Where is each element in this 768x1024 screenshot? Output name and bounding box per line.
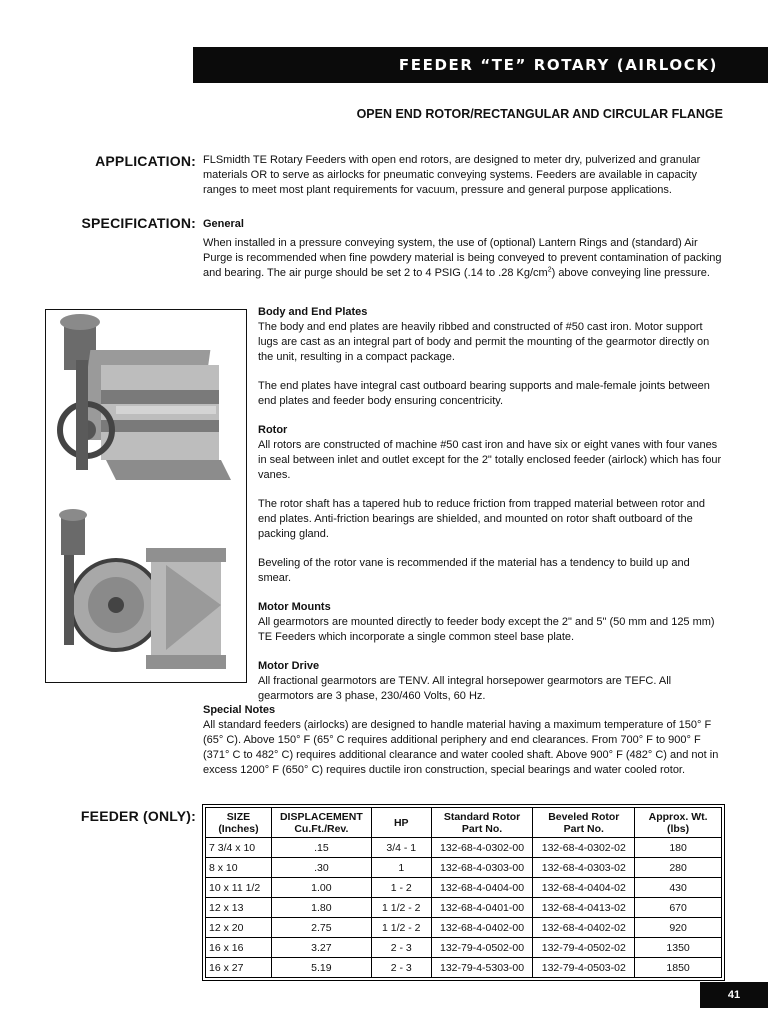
- table-cell: 16 x 16: [206, 938, 272, 958]
- table-cell: 132-68-4-0413-02: [533, 898, 635, 918]
- table-row: [206, 858, 722, 878]
- page-title: FEEDER “TE” ROTARY (AIRLOCK): [398, 56, 718, 74]
- rotor-paragraph-3: Beveling of the rotor vane is recommended if the material has a tendency to build up and smear.: [258, 557, 690, 584]
- table-cell: 12 x 13: [206, 898, 272, 918]
- table-cell: 2 - 3: [371, 958, 431, 978]
- table-cell: 1: [371, 858, 431, 878]
- application-text: FLSmidth TE Rotary Feeders with open end rotors, are designed to meter dry, pulverized and granular materials OR to serve as airlocks for pneumatic conveying systems. Feeders are available in capacity ranges to meet most plant requirements for vacuum, pressure and general purpose applications.: [203, 154, 701, 196]
- table-cell: 1 - 2: [371, 878, 431, 898]
- header-line: Approx. Wt.: [648, 810, 708, 823]
- body-end-plates-heading: Body and End Plates: [258, 306, 368, 318]
- table-cell: 2.75: [271, 918, 371, 938]
- table-header-cell: [271, 808, 371, 838]
- page-subtitle: OPEN END ROTOR/RECTANGULAR AND CIRCULAR FLANGE: [356, 107, 723, 121]
- body-rotor-motor-sections: [258, 305, 724, 718]
- feeder-only-label: FEEDER (ONLY):: [80, 808, 196, 824]
- application-label: APPLICATION:: [95, 153, 196, 169]
- table-cell: 12 x 20: [206, 918, 272, 938]
- table-cell: 10 x 11 1/2: [206, 878, 272, 898]
- table-row: [206, 938, 722, 958]
- feeder-table: [205, 807, 722, 978]
- special-notes-text: All standard feeders (airlocks) are designed to handle material having a maximum temperature of 150° F (65° C). Above 150° F (65° C requires additional periphery and end clearances. From 700° F to 900° F (371° C to 482° C) requires additional clearance and water cooled shaft. Above 900° F (482° C) and not in excess 1200° F (650° C) requires ductile iron construction, special bearings and water cooled rotor.: [203, 719, 719, 776]
- page-number: 41: [700, 982, 768, 1008]
- rotor-paragraph-1: All rotors are constructed of machine #50 cast iron and have six or eight vanes with four vanes in seal between inlet and outlet except for the 2" totally enclosed feeder (airlock) which has four vanes.: [258, 439, 722, 481]
- feeder-photo-bottom: [59, 509, 226, 669]
- table-header-cell: [635, 808, 722, 838]
- table-cell: 670: [635, 898, 722, 918]
- table-cell: 280: [635, 858, 722, 878]
- header-line: Beveled Rotor: [548, 810, 620, 823]
- table-cell: 132-79-4-0503-02: [533, 958, 635, 978]
- page-title-bar: [193, 47, 768, 83]
- general-text: When installed in a pressure conveying system, the use of (optional) Lantern Rings and (standard) Air Purge is recommended when fine powdery material is being conveyed to prevent contamination of packing and bearing. The air purge should be set 2 to 4 PSIG (.14 to .28 $Kg/cm^2$) above conveying line pressure.: [203, 237, 722, 279]
- motor-drive-heading: Motor Drive: [258, 660, 320, 672]
- table-cell: 1.80: [271, 898, 371, 918]
- header-line: Cu.Ft./Rev.: [294, 822, 349, 835]
- table-cell: 132-68-4-0402-02: [533, 918, 635, 938]
- table-header-cell: [533, 808, 635, 838]
- table-cell: 16 x 27: [206, 958, 272, 978]
- table-cell: 132-68-4-0404-00: [431, 878, 533, 898]
- table-cell: 7 3/4 x 10: [206, 838, 272, 858]
- table-cell: 132-79-4-0502-00: [431, 938, 533, 958]
- header-line: Part No.: [563, 822, 604, 835]
- table-cell: 430: [635, 878, 722, 898]
- general-heading: General: [203, 218, 244, 230]
- body-paragraph-2: The end plates have integral cast outboard bearing supports and male-female joints between end plates and feeder body ensuring concentricity.: [258, 380, 710, 407]
- table-row: [206, 878, 722, 898]
- motor-mounts-heading: Motor Mounts: [258, 601, 331, 613]
- table-cell: .30: [271, 858, 371, 878]
- table-cell: 132-68-4-0303-00: [431, 858, 533, 878]
- table-cell: 132-68-4-0402-00: [431, 918, 533, 938]
- table-cell: 132-79-4-0502-02: [533, 938, 635, 958]
- table-row: [206, 918, 722, 938]
- table-header-cell: [371, 808, 431, 838]
- table-row: [206, 838, 722, 858]
- special-notes-heading: Special Notes: [203, 704, 276, 716]
- table-cell: 8 x 10: [206, 858, 272, 878]
- table-header-row: [206, 808, 722, 838]
- special-notes-section: [203, 703, 725, 778]
- header-line: (lbs): [666, 822, 690, 835]
- table-cell: 3.27: [271, 938, 371, 958]
- table-cell: 180: [635, 838, 722, 858]
- table-cell: 920: [635, 918, 722, 938]
- header-line: (Inches): [218, 822, 259, 835]
- feeder-photos: [45, 309, 247, 683]
- table-cell: 1.00: [271, 878, 371, 898]
- table-cell: 132-68-4-0303-02: [533, 858, 635, 878]
- rotor-heading: Rotor: [258, 424, 288, 436]
- motor-drive-text: All fractional gearmotors are TENV. All integral horsepower gearmotors are TEFC. All gearmotors are 3 phase, 230/460 Volts, 60 Hz.: [258, 675, 672, 702]
- table-body: [206, 838, 722, 978]
- table-header-cell: [206, 808, 272, 838]
- table-cell: 1850: [635, 958, 722, 978]
- table-row: [206, 898, 722, 918]
- rotary-feeder-illustration: [46, 310, 246, 682]
- feeder-photo-top: [60, 314, 231, 480]
- motor-mounts-text: All gearmotors are mounted directly to feeder body except the 2" and 5" (50 mm and 125 mm) TE Feeders which incorporate a single common steel base plate.: [258, 616, 715, 643]
- header-line: Part No.: [461, 822, 503, 835]
- table-row: [206, 958, 722, 978]
- table-cell: 5.19: [271, 958, 371, 978]
- header-line: HP: [393, 816, 409, 829]
- table-cell: 132-68-4-0302-02: [533, 838, 635, 858]
- table-cell: .15: [271, 838, 371, 858]
- header-line: DISPLACEMENT: [279, 810, 363, 823]
- general-section: [203, 217, 725, 281]
- table-cell: 1 1/2 - 2: [371, 918, 431, 938]
- body-paragraph-1: The body and end plates are heavily ribbed and constructed of #50 cast iron. Motor support lugs are cast as an integral part of body and permit the mounting of the gearmotor directly on the unit, resulting in a compact package.: [258, 321, 710, 363]
- table-cell: 1 1/2 - 2: [371, 898, 431, 918]
- rotor-paragraph-2: The rotor shaft has a tapered hub to reduce friction from trapped material between rotor and end plates. Anti-friction bearings are shielded, and mounted on rotor shaft outboard of the packing gland.: [258, 498, 705, 540]
- table-cell: 132-68-4-0404-02: [533, 878, 635, 898]
- table-cell: 3/4 - 1: [371, 838, 431, 858]
- table-cell: 1350: [635, 938, 722, 958]
- table-cell: 132-79-4-5303-00: [431, 958, 533, 978]
- table-cell: 132-68-4-0302-00: [431, 838, 533, 858]
- specification-label: SPECIFICATION:: [81, 215, 196, 231]
- table-cell: 2 - 3: [371, 938, 431, 958]
- table-header-cell: [431, 808, 533, 838]
- table-cell: 132-68-4-0401-00: [431, 898, 533, 918]
- header-line: Standard Rotor: [443, 810, 521, 823]
- header-line: SIZE: [226, 810, 251, 823]
